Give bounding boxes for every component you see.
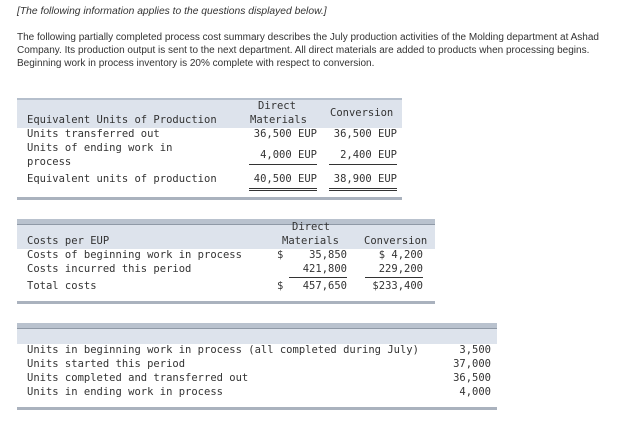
units-value: 3,500: [459, 344, 491, 356]
table-top-rule: [17, 219, 435, 225]
row-label: Equivalent units of production: [27, 173, 217, 185]
table-bottom-rule: [17, 197, 402, 200]
dm-total: 457,650: [302, 280, 347, 292]
context-note: [The following information applies to the questions displayed below.]: [17, 6, 327, 17]
row-label: Units started this period: [27, 358, 186, 370]
units-table: [17, 323, 497, 409]
conversion-header: Conversion: [364, 235, 428, 247]
units-value: 36,500: [453, 372, 491, 384]
row-label: Costs incurred this period: [27, 263, 192, 275]
dm-value: 421,800: [289, 263, 347, 278]
units-value: 4,000: [459, 386, 491, 398]
costs-table: [17, 219, 435, 303]
dm-value: 36,500 EUP: [253, 128, 317, 140]
dm-header-line2: Materials: [250, 114, 307, 126]
dm-header-line1: Direct: [258, 100, 296, 112]
row-label: Costs of beginning work in process: [27, 249, 242, 261]
conv-value: 2,400 EUP: [329, 149, 397, 165]
problem-intro: The following partially completed process cost summary describes the July production activities of the Molding department at Ashad Company. Its production output is sent to the next department. All direct materials are added to products when processing begins. Beginning work in process inventory is 20% complete with respect to conversion.: [17, 32, 599, 69]
dm-value: 35,850: [309, 249, 347, 261]
conv-value: 229,200: [365, 263, 423, 278]
table-top-rule: [17, 323, 497, 329]
table-bottom-rule: [17, 301, 435, 304]
conv-value: 36,500 EUP: [333, 128, 397, 140]
conv-total: 38,900 EUP: [329, 173, 397, 191]
dollar-sign: $: [277, 280, 284, 292]
table-top-rule: [17, 98, 402, 100]
table-title: Equivalent Units of Production: [27, 114, 217, 126]
equivalent-units-table: [17, 98, 402, 198]
units-value: 37,000: [453, 358, 491, 370]
row-label: Units completed and transferred out: [27, 372, 249, 384]
conv-total: $233,400: [372, 280, 423, 292]
row-label: Units in beginning work in process (all completed during July): [27, 344, 419, 356]
conv-value: $ 4,200: [378, 249, 423, 261]
dm-header-line1: Direct: [292, 221, 330, 233]
row-label-cont: process: [27, 156, 72, 168]
dm-header-line2: Materials: [282, 235, 339, 247]
row-label: Units in ending work in process: [27, 386, 223, 398]
dm-total: 40,500 EUP: [249, 173, 317, 191]
row-label: Units transferred out: [27, 128, 160, 140]
row-label: Units of ending work in: [27, 142, 173, 154]
dm-value: 4,000 EUP: [249, 149, 317, 165]
table-title: Costs per EUP: [27, 235, 110, 247]
row-label: Total costs: [27, 280, 97, 292]
table-bottom-rule: [17, 407, 497, 410]
conversion-header: Conversion: [330, 107, 394, 119]
dollar-sign: $: [277, 249, 284, 261]
